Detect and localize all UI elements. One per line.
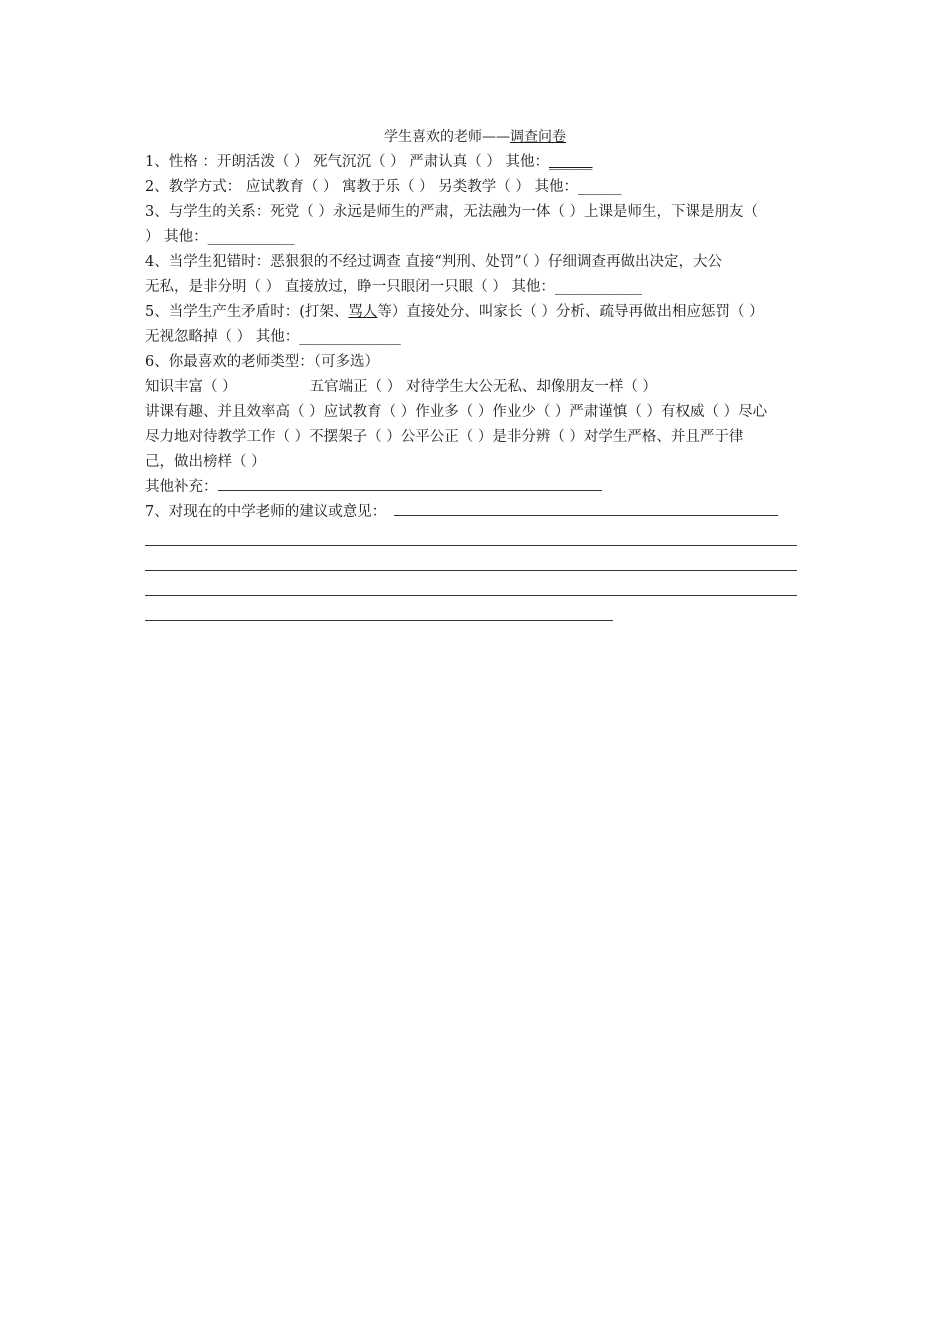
question-2-blank[interactable]: ______ [578, 179, 622, 195]
question-4-text-cont: 无私，是非分明（ ） 直接放过，睁一只眼闭一只眼（ ） 其他： [145, 279, 555, 295]
answer-line-4[interactable] [145, 600, 815, 625]
question-5-line-2 [145, 325, 815, 350]
question-3-line-2 [145, 225, 815, 250]
question-6-options-4 [145, 450, 815, 475]
question-6-text: 6、你最喜欢的老师类型：（可多选） [145, 354, 379, 370]
answer-line-3[interactable] [145, 575, 815, 600]
question-5-text-cont: 无视忽略掉（ ） 其他： [145, 329, 300, 345]
question-5-text: 5、当学生产生矛盾时：(打架、 [145, 304, 349, 320]
questionnaire [145, 125, 815, 625]
title-underlined-text: 调查问卷 [510, 129, 566, 145]
question-6-heading [145, 350, 815, 375]
page-title [145, 125, 805, 150]
question-6-options-2 [145, 400, 815, 425]
question-3-text-cont: ） 其他： [145, 229, 208, 245]
question-6-options-3 [145, 425, 815, 450]
question-3-blank[interactable]: ____________ [207, 229, 295, 245]
answer-line-2[interactable] [145, 550, 815, 575]
question-1 [145, 150, 815, 175]
question-7 [145, 500, 815, 525]
question-6-options-text-2: 尽力地对待教学工作（ ）不摆架子（ ）公平公正（ ）是非分辨（ ）对学生严格、并且严于律 [145, 429, 744, 445]
question-1-text: 1、性格 ：开朗活泼（ ） 死气沉沉（ ） 严肃认真（ ） 其他： [145, 154, 549, 170]
question-5-line-1 [145, 300, 815, 325]
question-6-other [145, 475, 815, 500]
question-2 [145, 175, 815, 200]
option-appearance-fair[interactable]: 五官端正（ ） 对待学生大公无私、却像朋友一样（ ） [309, 379, 657, 395]
question-4-line-2 [145, 275, 815, 300]
question-4-text: 4、当学生犯错时：恶狠狠的不经过调查 直接“判刑、处罚”（ ）仔细调查再做出决定，大公 [145, 254, 723, 270]
question-5-blank[interactable]: ______________ [299, 329, 401, 345]
question-1-blank[interactable]: ______ [549, 154, 593, 170]
answer-line-1[interactable] [145, 525, 815, 550]
question-5-text-rest: 等）直接处分、叫家长（ ）分析、疏导再做出相应惩罚（ ） [377, 304, 764, 320]
question-3-text: 3、与学生的关系：死党（ ）永远是师生的严肃，无法融为一体（ ）上课是师生，下课是朋友（ [145, 204, 758, 220]
option-knowledgeable[interactable]: 知识丰富（ ） [145, 379, 237, 395]
title-text: 学生喜欢的老师—— [384, 129, 510, 145]
question-6-options-1 [145, 375, 815, 400]
question-6-options-text-3: 己，做出榜样（ ） [145, 454, 266, 470]
question-5-underlined: 骂人 [348, 304, 378, 320]
question-7-blank[interactable] [394, 501, 778, 516]
other-blank[interactable] [218, 476, 602, 491]
question-4-blank[interactable]: ____________ [554, 279, 642, 295]
question-7-text: 7、对现在的中学老师的建议或意见： [145, 504, 387, 520]
question-6-options-text-1: 讲课有趣、并且效率高（ ）应试教育（ ）作业多（ ）作业少（ ）严肃谨慎（ ）有权威（ ）尽心 [145, 404, 768, 420]
question-2-text: 2、教学方式： 应试教育（ ） 寓教于乐（ ） 另类教学（ ） 其他： [145, 179, 578, 195]
question-3-line-1 [145, 200, 815, 225]
question-4-line-1 [145, 250, 815, 275]
other-label: 其他补充： [145, 479, 218, 495]
